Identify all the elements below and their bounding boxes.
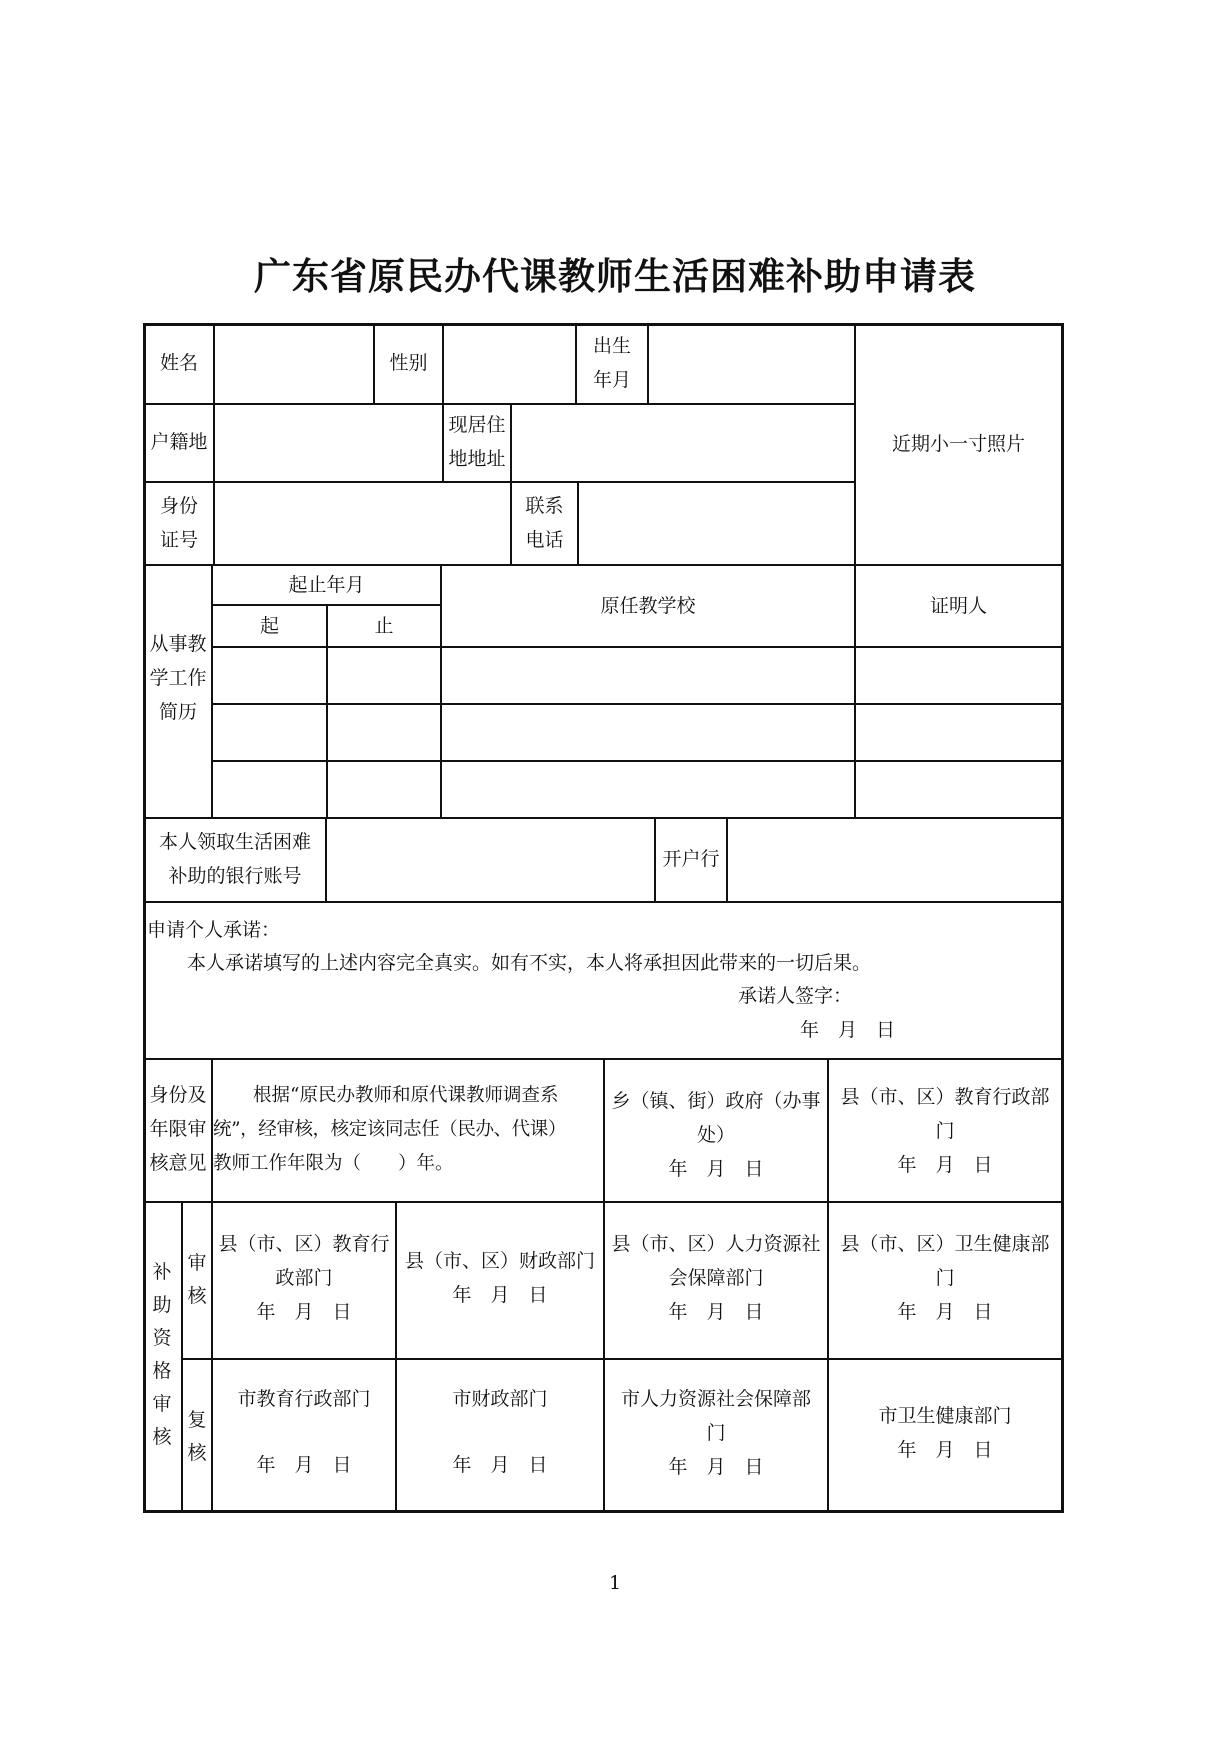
address-label-line: 现居住 — [448, 414, 506, 436]
audit-cell-county-edu — [213, 1226, 395, 1330]
basis-line: 教师工作年限为（ ）年。 — [213, 1153, 454, 1174]
recheck-label — [184, 1404, 210, 1470]
row-line — [211, 760, 1064, 762]
audit-cell-line: 县（市、区）卫生健康部 — [840, 1233, 1050, 1255]
gender-label: 性别 — [389, 352, 428, 374]
col-line — [647, 323, 649, 403]
address-label-line: 地地址 — [448, 448, 506, 470]
birth-label-line: 年月 — [592, 369, 631, 391]
history-label-line: 从事教 — [149, 633, 207, 655]
col-line — [213, 323, 215, 564]
audit-cell-date: 年 月 日 — [256, 1301, 352, 1323]
basis-line: 根据“原民办教师和原代课教师调查系 — [253, 1085, 559, 1106]
audit-cell-county-hr — [605, 1226, 827, 1330]
photo-placeholder: 近期小一寸照片 — [891, 432, 1025, 455]
bank-account-label-line: 补助的银行账号 — [168, 865, 302, 887]
border-right — [1061, 323, 1064, 1513]
period-header: 起止年月 — [288, 574, 365, 596]
row-line — [143, 403, 856, 405]
recheck-cell-city-edu — [213, 1382, 395, 1482]
recheck-cell-line: 市财政部门 — [452, 1388, 548, 1410]
audit-label — [184, 1247, 210, 1313]
town-review-line: 处） — [696, 1124, 735, 1146]
school-header: 原任教学校 — [600, 595, 696, 617]
history-label-line: 简历 — [158, 701, 197, 723]
county-edu-review — [829, 1079, 1061, 1183]
audit-cell-line: 政部门 — [275, 1267, 333, 1289]
recheck-cell-date: 年 月 日 — [897, 1439, 993, 1461]
recheck-cell-line: 市教育行政部门 — [237, 1388, 371, 1410]
county-edu-review-date: 年 月 日 — [897, 1154, 993, 1176]
audit-label-char: 核 — [187, 1285, 207, 1307]
audit-cell-line: 县（市、区）教育行 — [218, 1233, 390, 1255]
county-edu-review-line: 门 — [935, 1120, 955, 1142]
address-label — [444, 407, 510, 477]
audit-cell-date: 年 月 日 — [897, 1301, 993, 1323]
id-label-line: 身份 — [159, 495, 198, 517]
subsidy-label-char: 核 — [152, 1426, 172, 1448]
witness-header: 证明人 — [929, 595, 987, 617]
bank-account-label — [145, 821, 325, 897]
identity-review-label-line: 年限审 — [149, 1118, 207, 1140]
subsidy-label-char: 资 — [152, 1327, 172, 1349]
phone-label-line: 电话 — [525, 529, 564, 551]
subsidy-label-char: 助 — [152, 1294, 172, 1316]
row-line — [143, 481, 856, 483]
identity-review-label — [145, 1078, 211, 1180]
audit-cell-line: 门 — [935, 1267, 955, 1289]
row-line — [211, 703, 1064, 705]
phone-label — [512, 485, 577, 561]
recheck-label-char: 复 — [187, 1409, 207, 1431]
row-line — [211, 646, 1064, 648]
recheck-cell-date: 年 月 日 — [256, 1454, 352, 1476]
subsidy-label-char: 补 — [152, 1261, 172, 1283]
name-label: 姓名 — [159, 352, 198, 374]
pledge-signature: 承诺人签字： — [738, 985, 853, 1007]
bank-name-label: 开户行 — [662, 848, 720, 870]
recheck-cell-line: 市卫生健康部门 — [878, 1405, 1012, 1427]
pledge-date: 年 月 日 — [800, 1019, 896, 1041]
history-section-label — [145, 623, 211, 733]
row-line — [181, 1358, 1064, 1360]
pledge-heading: 申请个人承诺： — [147, 919, 281, 941]
pledge-text: 本人承诺填写的上述内容完全真实。如有不实，本人将承担因此带来的一切后果。 — [187, 952, 872, 974]
identity-review-label-line: 核意见 — [149, 1152, 207, 1174]
form-title: 广东省原民办代课教师生活困难补助申请表 — [254, 255, 976, 298]
phone-label-line: 联系 — [525, 495, 564, 517]
town-review-line: 乡（镇、街）政府（办事 — [611, 1090, 821, 1112]
town-review-date: 年 月 日 — [668, 1158, 764, 1180]
hukou-label: 户籍地 — [150, 431, 208, 453]
bank-account-label-line: 本人领取生活困难 — [158, 831, 311, 853]
subsidy-review-label — [149, 1256, 175, 1454]
town-review — [605, 1083, 827, 1187]
history-label-line: 学工作 — [149, 667, 207, 689]
recheck-cell-city-finance — [397, 1382, 603, 1482]
subsidy-label-char: 格 — [152, 1360, 172, 1382]
recheck-label-char: 核 — [187, 1442, 207, 1464]
basis-line: 统”，经审核，核定该同志任（民办、代课） — [213, 1119, 566, 1140]
col-line — [577, 481, 579, 564]
row-line — [143, 817, 1064, 819]
recheck-cell-date: 年 月 日 — [452, 1454, 548, 1476]
id-label-line: 证号 — [159, 529, 198, 551]
subsidy-label-char: 审 — [152, 1393, 172, 1415]
recheck-cell-city-hr — [605, 1382, 827, 1484]
recheck-cell-line: 门 — [706, 1422, 726, 1444]
col-line — [181, 1201, 183, 1513]
row-line — [143, 901, 1064, 903]
county-edu-review-line: 县（市、区）教育行政部 — [840, 1086, 1050, 1108]
audit-cell-line: 县（市、区）人力资源社 — [611, 1233, 821, 1255]
birth-label — [577, 327, 647, 399]
id-label — [145, 485, 213, 561]
end-header: 止 — [374, 615, 394, 637]
recheck-cell-date: 年 月 日 — [668, 1456, 764, 1478]
audit-cell-county-finance — [397, 1243, 603, 1313]
audit-cell-line: 县（市、区）财政部门 — [404, 1250, 595, 1272]
identity-review-basis — [213, 1079, 603, 1181]
birth-label-line: 出生 — [592, 335, 631, 357]
audit-cell-county-health — [829, 1226, 1061, 1330]
recheck-cell-city-health — [829, 1399, 1061, 1467]
col-line — [726, 817, 728, 901]
audit-cell-line: 会保障部门 — [668, 1267, 764, 1289]
audit-cell-date: 年 月 日 — [668, 1301, 764, 1323]
page-number: 1 — [608, 1572, 622, 1594]
application-form — [143, 323, 1064, 1513]
start-header: 起 — [259, 615, 279, 637]
identity-review-label-line: 身份及 — [149, 1084, 207, 1106]
audit-cell-date: 年 月 日 — [452, 1284, 548, 1306]
recheck-cell-line: 市人力资源社会保障部 — [620, 1388, 811, 1410]
audit-label-char: 审 — [187, 1252, 207, 1274]
col-line — [325, 817, 327, 901]
